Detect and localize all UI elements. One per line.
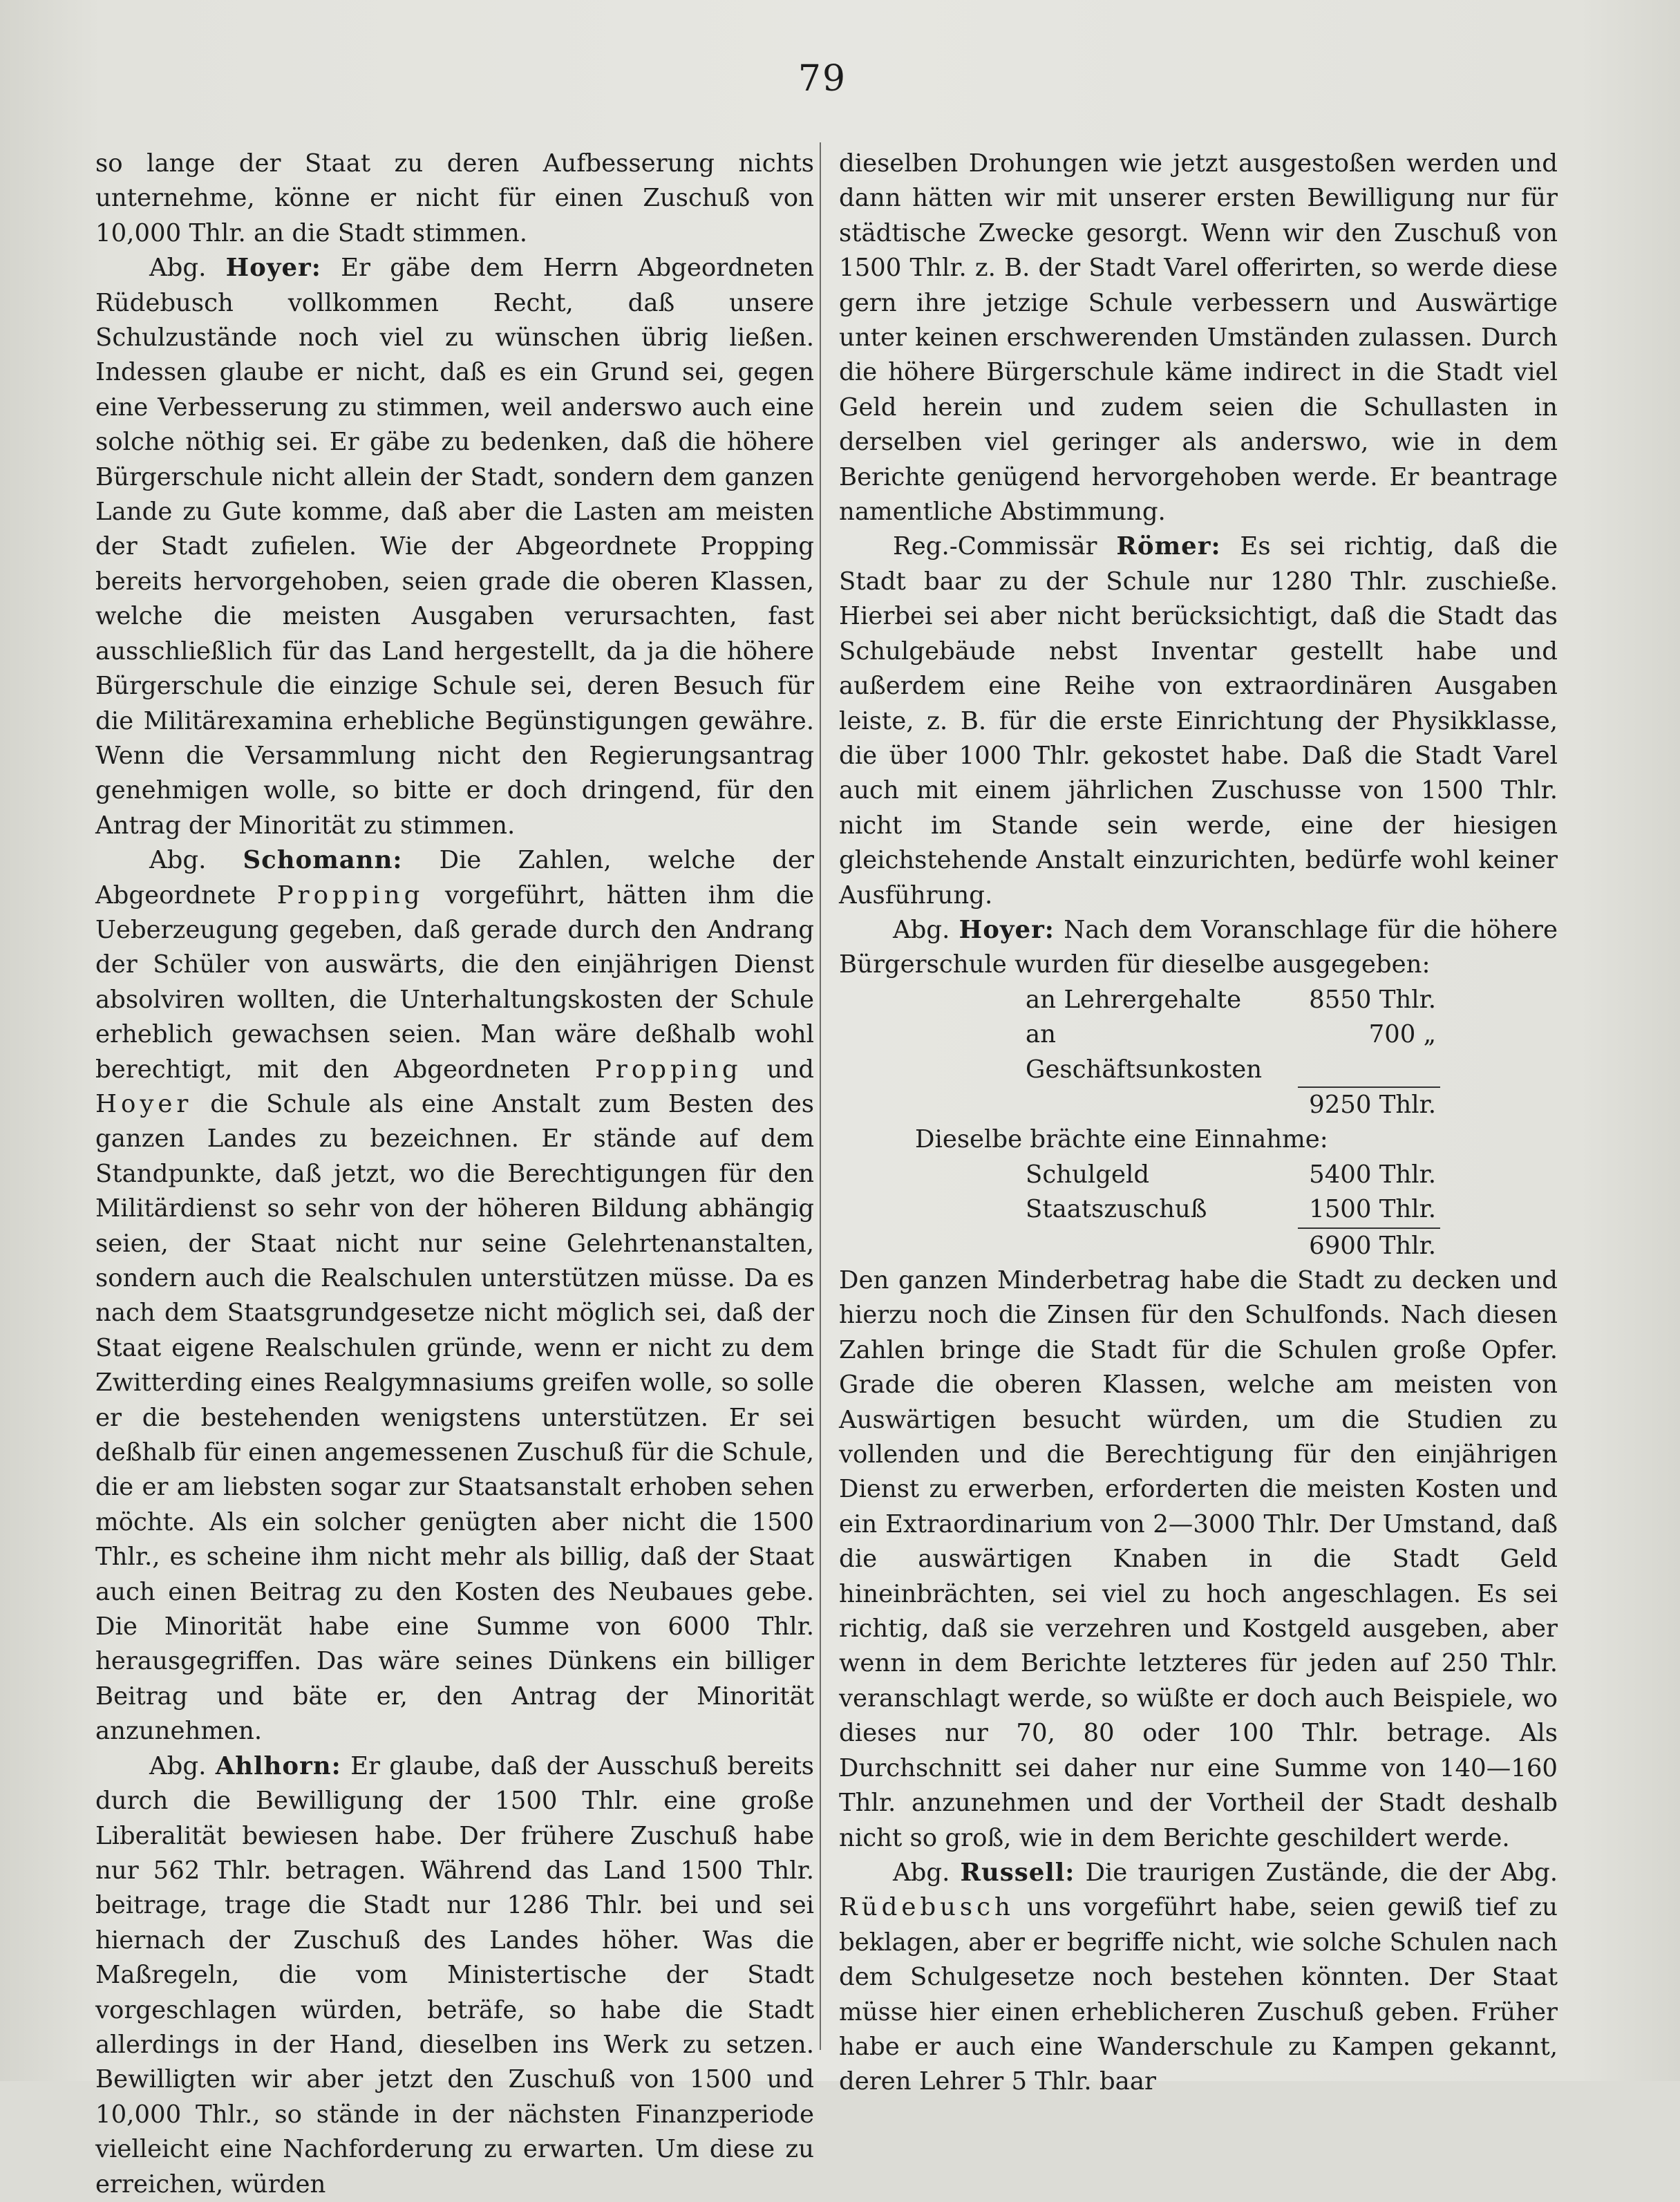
- speech-text: Die Zahlen, welche der Abgeordnete: [95, 846, 814, 910]
- ledger-total-row: [1026, 1087, 1440, 1122]
- speech-hoyer-2: [839, 913, 1558, 983]
- person-name: Propping: [595, 1055, 742, 1084]
- left-column: [95, 147, 814, 2202]
- person-name: Hoyer: [95, 1089, 193, 1118]
- ledger-amount: 5400 Thlr.: [1309, 1160, 1436, 1189]
- ledger-label: [1026, 1228, 1298, 1263]
- person-name: Propping: [276, 881, 424, 910]
- speaker-prefix: Abg.: [893, 915, 950, 944]
- column-divider: [820, 142, 821, 2050]
- speech-text: und: [766, 1055, 814, 1084]
- speech-russell: [839, 1856, 1558, 2100]
- ledger-row: [1026, 1017, 1440, 1087]
- speech-text: Er gäbe dem Herrn Abgeordneten Rüdebusch vollkommen Recht, daß unsere Schulzustände noch viel zu wünschen übrig ließen. Indessen glaube er nicht, daß es ein Grund sei, gegen eine Verbesserung zu stimmen, weil anderswo auch eine solche nöthig sei. Er gäbe zu bedenken, daß die höhere Bürgerschule nicht allein der Stadt, sondern dem ganzen Lande zu Gute komme, daß aber die Lasten am meisten der Stadt zufielen. Wie der Abgeordnete Propping bereits hervorgehoben, seien grade die oberen Klassen, welche die meisten Ausgaben verursachten, fast ausschließlich für das Land hergestellt, da ja die höhere Bürgerschule die einzige Schule sei, deren Besuch für die Militärexamina erhebliche Begünstigungen gewähre. Wenn die Versammlung nicht den Regierungsantrag genehmigen wolle, so bitte er doch dringend, für den Antrag der Minorität zu stimmen.: [95, 254, 814, 840]
- ledger-label: [1026, 1087, 1298, 1122]
- ledger-amount: 8550 Thlr.: [1309, 985, 1436, 1014]
- ledger-label: Staatszuschuß: [1026, 1195, 1207, 1224]
- speaker-prefix: Abg.: [149, 846, 207, 875]
- speech-text: Er glaube, daß der Ausschuß bereits durch die Bewilligung der 1500 Thlr. eine große Liberalität bewiesen habe. Der frühere Zuschuß habe nur 562 Thlr. betragen. Während das Land 1500 Thlr. beitrage, trage die Stadt nur 1286 Thlr. bei und sei hiernach der Zuschuß des Landes höher. Was die Maßregeln, die vom Ministertische der Stadt vorgeschlagen würden, beträfe, so habe die Stadt allerdings in der Hand, dieselben ins Werk zu setzen. Bewilligten wir aber jetzt den Zuschuß von 1500 und 10,000 Thlr., so stände in der nächsten Finanzperiode vielleicht eine Nachforderung zu erwarten. Um diese zu erreichen, würden: [95, 1751, 815, 2199]
- page-number: 79: [797, 58, 847, 100]
- ledger-total-row: [1026, 1228, 1440, 1263]
- speech-ahlhorn: [95, 1749, 814, 2202]
- ledger-row: [1026, 1192, 1440, 1227]
- speech-roemer: [839, 529, 1558, 912]
- speech-text: Die traurigen Zustände, die der Abg.: [1085, 1858, 1558, 1887]
- ledger-label: an Geschäftsunkosten: [1026, 1020, 1263, 1084]
- ledger-label: an Lehrergehalte: [1026, 985, 1242, 1014]
- speaker-name: Russell:: [960, 1858, 1075, 1887]
- speech-text: uns vorgeführt habe, seien gewiß tief zu beklagen, aber er begriffe nicht, wie solche Schulen nach dem Schulgesetze noch bestehen könnten. Der Staat müsse hier einen erheblicheren Zuschuß geben. Früher habe er auch eine Wanderschule zu Kampen gekannt, deren Lehrer 5 Thlr. baar: [839, 1893, 1558, 2096]
- speech-text: vorgeführt, hätten ihm die Ueberzeugung gegeben, daß gerade durch den Andrang der Schüler von auswärts, die den einjährigen Dienst absolviren wollten, die Unterhaltungskosten der Schule erheblich gewachsen seien. Man wäre deßhalb wohl berechtigt, mit den Abgeordneten: [95, 881, 814, 1084]
- speaker-name: Ahlhorn:: [215, 1751, 341, 1780]
- speech-hoyer: [95, 251, 814, 843]
- speech-schomann: [95, 843, 814, 1749]
- speaker-prefix: Reg.-Commissär: [893, 532, 1097, 561]
- expense-ledger: [1026, 983, 1440, 1123]
- ledger-label: Schulgeld: [1026, 1160, 1150, 1189]
- speaker-name: Schomann:: [243, 846, 403, 875]
- ledger-row: [1026, 1158, 1440, 1192]
- right-column: [839, 147, 1558, 2100]
- speech-text: Nach dem Voranschlage für die höhere Bürgerschule wurden für dieselbe ausgegeben:: [839, 915, 1558, 979]
- ledger-row: [1026, 983, 1440, 1017]
- speaker-name: Hoyer:: [959, 915, 1055, 944]
- speaker-name: Hoyer:: [225, 254, 321, 283]
- person-name: Rüdebusch: [839, 1893, 1014, 1922]
- ledger-total: 9250 Thlr.: [1298, 1087, 1440, 1122]
- speech-text: die Schule als eine Anstalt zum Besten des ganzen Landes zu bezeichnen. Er stände auf dem Standpunkte, daß jetzt, wo die Berechtigungen für den Militärdienst so sehr von der höheren Bildung abhängig seien, der Staat nicht nur seine Gelehrtenanstalten, sondern auch die Realschulen unterstützen müsse. Da es nach dem Staatsgrundgesetze nicht möglich sei, daß der Staat eigene Realschulen gründe, wenn er nicht zu dem Zwitterding eines Realgymnasiums greifen wolle, so solle er die bestehenden wenigstens unterstützen. Er sei deßhalb für einen angemessenen Zuschuß für die Schule, die er am liebsten sogar zur Staatsanstalt erhoben sehen möchte. Als ein solcher genügten aber nicht die 1500 Thlr., es scheine ihm nicht mehr als billig, daß der Staat auch einen Beitrag zu den Kosten des Neubaues gebe. Die Minorität habe eine Summe von 6000 Thlr. herausgegriffen. Das wäre seines Dünkens ein billiger Beitrag und bäte er, den Antrag der Minorität anzunehmen.: [95, 1089, 814, 1746]
- ledger-total: 6900 Thlr.: [1298, 1228, 1440, 1263]
- speaker-prefix: Abg.: [149, 1751, 207, 1780]
- paragraph: so lange der Staat zu deren Aufbesserung nichts unternehme, könne er nicht für einen Zuschuß von 10,000 Thlr. an die Stadt stimmen.: [95, 149, 814, 247]
- speaker-prefix: Abg.: [149, 254, 207, 283]
- ledger-amount: 1500 Thlr.: [1309, 1195, 1436, 1224]
- paragraph: Den ganzen Minderbetrag habe die Stadt zu decken und hierzu noch die Zinsen für den Schulfonds. Nach diesen Zahlen bringe die Stadt für die Schulen große Opfer. Grade die oberen Klassen, welche am meisten von Auswärtigen besucht würden, um die Studien zu vollenden und die Berechtigung für den einjährigen Dienst zu erwerben, erforderten die meisten Kosten und ein Extraordinarium von 2—3000 Thlr. Der Umstand, daß die auswärtigen Knaben in die Stadt Geld hineinbrächten, sei viel zu hoch angeschlagen. Es sei richtig, daß sie verzehren und Kostgeld ausgeben, aber wenn in dem Berichte letzteres für jeden auf 250 Thlr. veranschlagt werde, so wüßte er doch auch Beispiele, wo dieses nur 70, 80 oder 100 Thlr. betrage. Als Durchschnitt sei daher nur eine Summe von 140—160 Thlr. anzunehmen und der Vortheil der Stadt deshalb nicht so groß, wie in dem Berichte geschildert werde.: [839, 1266, 1558, 1852]
- speaker-name: Römer:: [1116, 532, 1221, 561]
- ledger-amount: 700 „: [1368, 1020, 1436, 1049]
- speech-text: Es sei richtig, daß die Stadt baar zu der Schule nur 1280 Thlr. zuschieße. Hierbei sei aber nicht berücksichtigt, daß die Stadt das Schulgebäude nebst Inventar gestellt habe und außerdem eine Reihe von extraordinären Ausgaben leiste, z. B. für die erste Einrichtung der Physikklasse, die über 1000 Thlr. gekostet habe. Daß die Stadt Varel auch mit einem jährlichen Zuschusse von 1500 Thlr. nicht im Stande sein werde, eine der hiesigen gleichstehende Anstalt einzurichten, bedürfe wohl keiner Ausführung.: [839, 532, 1558, 910]
- speaker-prefix: Abg.: [893, 1858, 950, 1887]
- ledger-heading: Dieselbe brächte eine Einnahme:: [915, 1125, 1328, 1154]
- paragraph: dieselben Drohungen wie jetzt ausgestoßen werden und dann hätten wir mit unserer ersten Bewilligung nur für städtische Zwecke gesorgt. Wenn wir den Zuschuß von 1500 Thlr. z. B. der Stadt Varel offerirten, so werde diese gern ihre jetzige Schule verbessern und Auswärtige unter keinen erschwerenden Umständen zulassen. Durch die höhere Bürgerschule käme indirect in die Stadt viel Geld herein und zudem seien die Schullasten in derselben viel geringer als anderswo, wie in dem Berichte genügend hervorgehoben werde. Er beantrage namentliche Abstimmung.: [839, 149, 1558, 527]
- income-ledger: [1026, 1158, 1440, 1263]
